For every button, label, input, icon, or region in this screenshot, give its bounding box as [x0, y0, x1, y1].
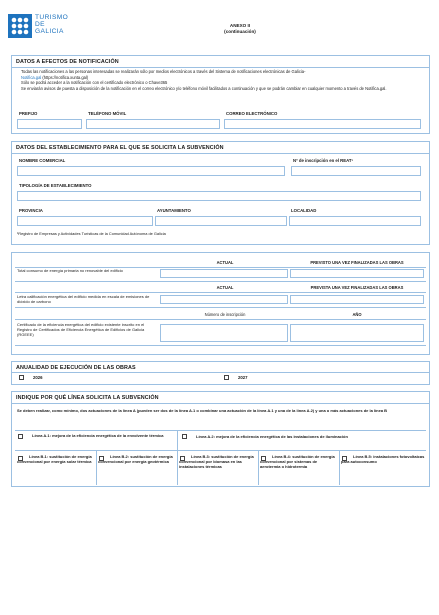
col-registration: Número de inscripción	[204, 312, 246, 317]
line-b1-label: Línea B.1: sustitución de energía convencional por energía solar térmica	[17, 454, 92, 465]
establishment-title: DATOS DEL ESTABLECIMIENTO PARA EL QUE SE SOLICITA LA SUBVENCIÓN	[16, 145, 224, 151]
line-b4-label: Línea B.4: sustitución de energía convencional por sistemas de aerotermia o hidrotermia	[260, 454, 335, 470]
notification-text-3: Se enviarán avisos de puesta a disposición de la notificación en el correo electrónico y/o teléfono móvil facilitados a continuación y que se podrán cambiar en cualquier momento a través de Notifica.gal.	[21, 85, 387, 91]
logo-mark-icon	[8, 14, 32, 38]
annex-title: ANEXO II	[229, 23, 251, 28]
trade-name-field[interactable]	[17, 166, 285, 176]
prefix-label: PREFIJO	[19, 111, 38, 116]
line-a2-label: Línea A.2: mejora de la eficiencia energética de las instalaciones de iluminación	[196, 434, 348, 439]
line-b3-label: Línea B.3: sustitución de energía convencional por biomasa en las instalaciones térmicas	[179, 454, 254, 470]
row-rgeee-certificate: Certificado de la eficiencia energética del edificio existente inscrito en el Registro de Certificados de Eficiencia Energética de Edificios de Galicia (RGEEE)	[17, 322, 145, 338]
email-label: CORREO ELECTRÓNICO	[226, 111, 278, 116]
council-label: AYUNTAMIENTO	[157, 208, 191, 213]
logo-text-line: GALICIA	[35, 28, 64, 36]
col-current-2: ACTUAL	[216, 285, 234, 290]
rgeee-year-field[interactable]	[290, 324, 424, 342]
line-b5-label: Línea B.5: instalaciones fotovoltaicas para autoconsumo	[341, 454, 425, 465]
reat-footnote: ¹Registro de Empresas y Actividades Turísticas de la Comunidad Autónoma de Galicia	[17, 231, 166, 236]
col-planned-2: PREVISTA UNA VEZ FINALIZADAS LAS OBRAS	[310, 285, 404, 290]
mobile-field[interactable]	[86, 119, 220, 129]
reat-label: Nº de inscripción en el REAT¹	[293, 158, 353, 163]
rgeee-number-field[interactable]	[160, 324, 288, 342]
rating-planned-field[interactable]	[290, 295, 424, 304]
line-a2-checkbox[interactable]	[182, 434, 187, 439]
email-field[interactable]	[224, 119, 421, 129]
province-field[interactable]	[17, 216, 153, 226]
line-a1-checkbox[interactable]	[18, 434, 23, 439]
col-current-1: ACTUAL	[216, 260, 234, 265]
trade-name-label: NOMBRE COMERCIAL	[19, 158, 66, 163]
notifica-url: (https://notifica.xunta.gal)	[42, 74, 89, 80]
logo-text-line: DE	[35, 21, 45, 29]
line-a1-label: Línea A.1: mejora de la eficiencia energética de la envolvente térmica	[32, 433, 164, 438]
line-b2-label: Línea B.2: sustitución de energía convencional por energía geotérmica	[98, 454, 173, 465]
type-field[interactable]	[17, 191, 421, 201]
province-label: PROVINCIA	[19, 208, 43, 213]
energy-planned-field[interactable]	[290, 269, 424, 278]
reat-field[interactable]	[291, 166, 421, 176]
annex-subtitle: (continuación)	[224, 29, 256, 34]
turismo-galicia-logo	[8, 12, 68, 42]
col-planned-1: PREVISTO UNA VEZ FINALIZADAS LAS OBRAS	[310, 260, 404, 265]
prefix-field[interactable]	[17, 119, 82, 129]
council-field[interactable]	[155, 216, 287, 226]
year-2027-label: 2027	[238, 375, 248, 380]
col-year: AÑO	[352, 312, 362, 317]
year-2027-checkbox[interactable]	[224, 375, 229, 380]
year-2026-label: 2026	[33, 375, 43, 380]
lines-intro: Se deben realizar, como mínimo, dos actuaciones de la línea A (pueden ser dos de la línea A.1 o combinar una actuación de la línea A.1 y una de la línea A.2) y una o más actuaciones de la línea B	[17, 408, 388, 413]
notification-title: DATOS A EFECTOS DE NOTIFICACIÓN	[16, 59, 119, 65]
notifica-link[interactable]: Notifica.gal	[21, 74, 42, 80]
locality-label: LOCALIDAD	[291, 208, 317, 213]
mobile-label: TELÉFONO MÓVIL	[88, 111, 127, 116]
rating-current-field[interactable]	[160, 295, 288, 304]
energy-current-field[interactable]	[160, 269, 288, 278]
logo-text-line: TURISMO	[35, 14, 69, 21]
lines-title: INDIQUE POR QUÉ LÍNEA SOLICITA LA SUBVENCIÓN	[16, 395, 159, 401]
locality-field[interactable]	[289, 216, 421, 226]
year-2026-checkbox[interactable]	[19, 375, 24, 380]
notification-text-2: Sólo se podrá acceder a la notificación con el certificado electrónico o Chave365	[21, 80, 168, 86]
row-energy-consumption: Total consumo de energía primaria no renovable del edificio	[17, 268, 123, 273]
notification-text-1: Todas las notificaciones a las personas interesadas se realizarán sólo por medios electrónicos a través del Sistema de notificaciones electrónicas de Galicia-	[21, 69, 306, 74]
row-energy-rating: Letra calificación energética del edificio medida en escala de emisiones de dióxido de carbono	[17, 294, 150, 305]
annuity-title: ANUALIDAD DE EJECUCIÓN DE LAS OBRAS	[16, 365, 136, 371]
type-label: TIPOLOGÍA DE ESTABLECIMIENTO	[19, 183, 92, 188]
